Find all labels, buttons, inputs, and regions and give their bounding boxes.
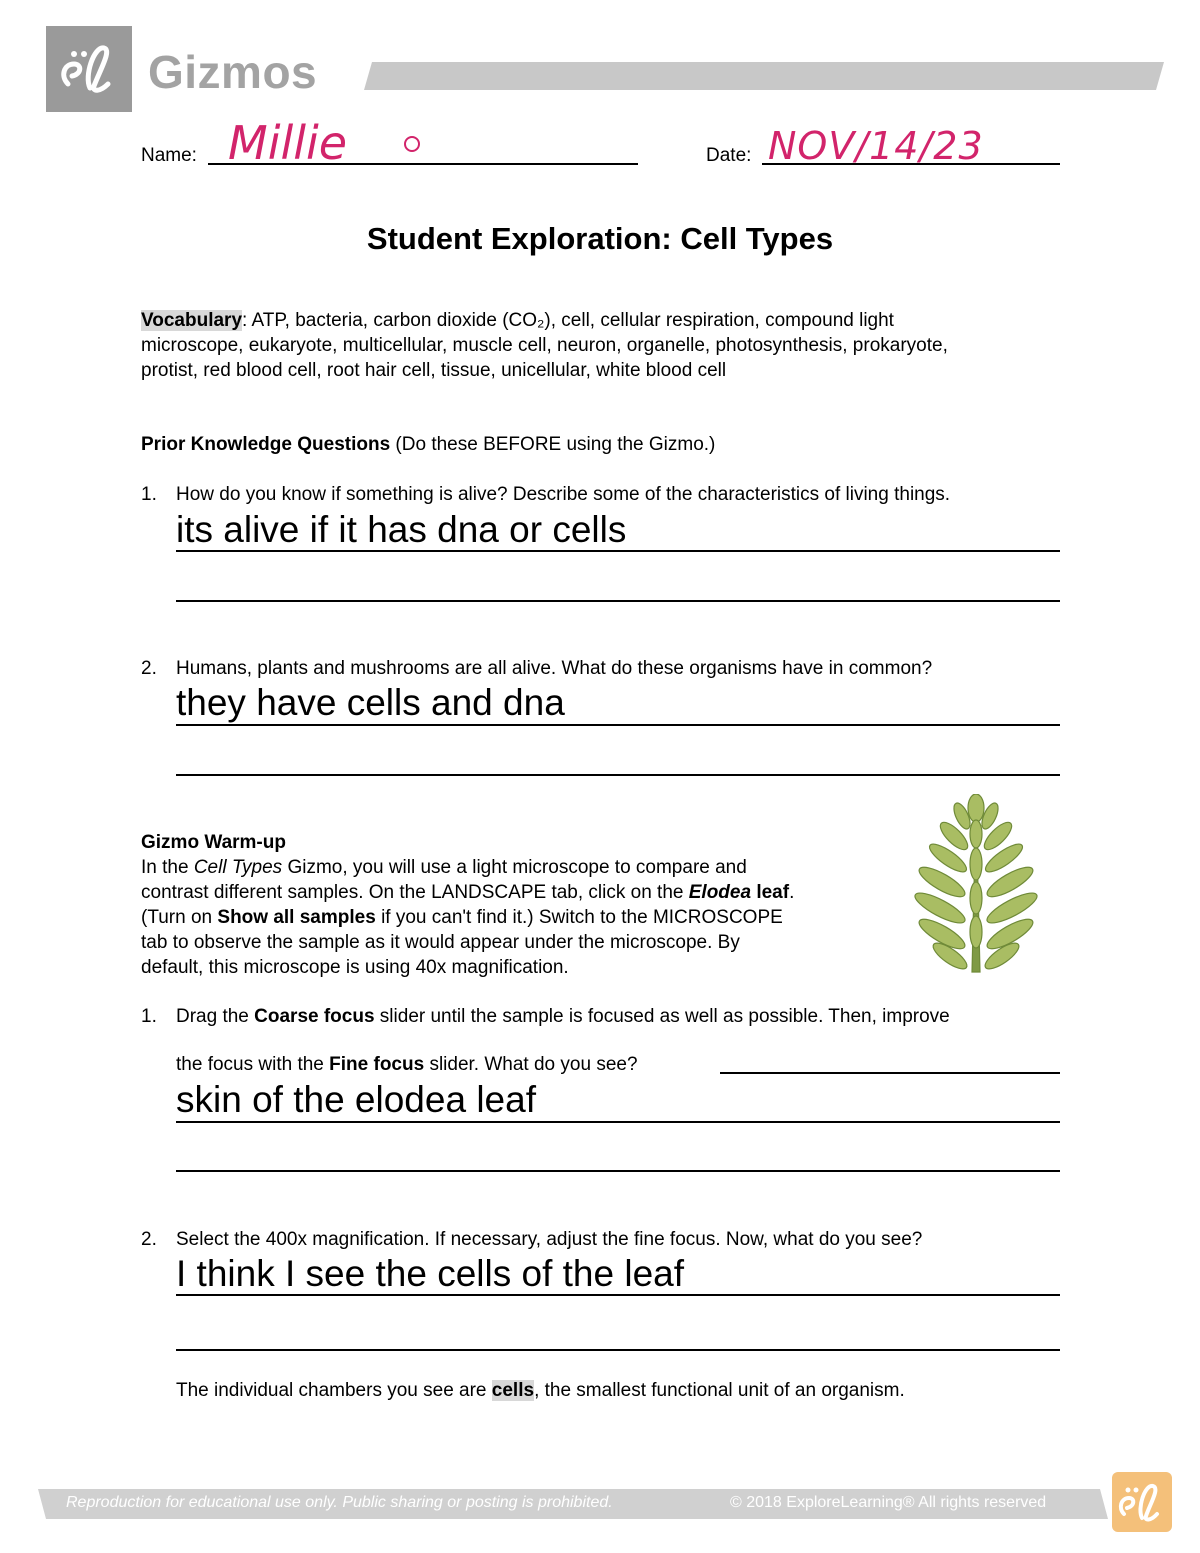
answer-line xyxy=(176,1349,1060,1351)
prior-q1-answer[interactable]: its alive if it has dna or cells xyxy=(176,509,627,550)
warmup-q1-text: the focus with the xyxy=(176,1054,330,1075)
prior-heading-text: Prior Knowledge Questions xyxy=(141,434,391,455)
warmup-text: tab to observe the sample as it would appear under the microscope. By xyxy=(141,932,740,953)
warmup-q1-line1 xyxy=(176,1004,1076,1029)
explorelearning-footer-logo-icon xyxy=(1106,1466,1178,1538)
answer-line xyxy=(176,1121,1060,1123)
closing-text: , the smallest functional unit of an organism. xyxy=(534,1380,905,1401)
fine-focus-label: Fine focus xyxy=(329,1054,425,1075)
answer-line xyxy=(176,724,1060,726)
answer-line xyxy=(176,1170,1060,1172)
warmup-heading: Gizmo Warm-up xyxy=(141,832,286,853)
page-title: Student Exploration: Cell Types xyxy=(366,221,834,256)
header-bar xyxy=(364,62,1164,90)
warmup-q2-number: 2. xyxy=(141,1229,157,1250)
warmup-q1-text: slider until the sample is focused as well as possible. Then, improve xyxy=(374,1006,950,1027)
answer-line xyxy=(176,774,1060,776)
warmup-q1-line2 xyxy=(176,1052,716,1077)
footer-disclaimer: Reproduction for educational use only. Public sharing or posting is prohibited. xyxy=(66,1494,613,1511)
closing-text: The individual chambers you see are xyxy=(176,1380,492,1401)
logo-glyph-icon xyxy=(46,26,132,112)
vocabulary-line-1: : ATP, bacteria, carbon dioxide (CO₂), cell, cellular respiration, compound light xyxy=(242,310,894,331)
warmup-q1-answer[interactable]: skin of the elodea leaf xyxy=(176,1079,536,1120)
warmup-q1-text: slider. What do you see? xyxy=(424,1054,638,1075)
warmup-q1-text: Drag the xyxy=(176,1006,255,1027)
prior-q1-text: How do you know if something is alive? Describe some of the characteristics of living things. xyxy=(176,484,951,505)
brand-name: Gizmos xyxy=(148,46,318,98)
warmup-text: (Turn on xyxy=(141,907,218,928)
answer-line xyxy=(176,1294,1060,1296)
date-value[interactable]: NOV/14/23 xyxy=(768,124,984,168)
name-value[interactable]: Millie xyxy=(228,116,348,170)
warmup-q1-number: 1. xyxy=(141,1006,157,1027)
prior-q2-answer[interactable]: they have cells and dna xyxy=(176,682,565,723)
warmup-leaf: leaf xyxy=(751,882,790,903)
prior-q2-text: Humans, plants and mushrooms are all alive. What do these organisms have in common? xyxy=(176,658,933,679)
warmup-block xyxy=(141,830,901,980)
explorelearning-logo xyxy=(46,26,132,112)
prior-heading-note: (Do these BEFORE using the Gizmo.) xyxy=(390,434,716,455)
warmup-q2-text: Select the 400x magnification. If necessary, adjust the fine focus. Now, what do you see? xyxy=(176,1229,923,1250)
warmup-gizmo-name: Cell Types xyxy=(193,857,283,878)
elodea-plant-image xyxy=(910,794,1040,974)
date-label: Date: xyxy=(706,145,752,166)
answer-line xyxy=(720,1072,1060,1074)
vocabulary-block xyxy=(141,308,1081,383)
vocabulary-line-2: microscope, eukaryote, multicellular, muscle cell, neuron, organelle, photosynthesis, prokaryote, xyxy=(141,335,948,356)
footer-copyright: © 2018 ExploreLearning® All rights reserved xyxy=(730,1494,1047,1511)
answer-line xyxy=(176,550,1060,552)
vocabulary-label: Vocabulary xyxy=(141,310,243,331)
answer-line xyxy=(176,600,1060,602)
warmup-text: if you can't find it.) Switch to the MICROSCOPE xyxy=(375,907,783,928)
closing-sentence xyxy=(176,1378,1076,1403)
warmup-text: In the xyxy=(141,857,194,878)
warmup-text: Gizmo, you will use a light microscope to compare and xyxy=(282,857,747,878)
prior-q1-number: 1. xyxy=(141,484,157,505)
prior-q2-number: 2. xyxy=(141,658,157,679)
cells-term: cells xyxy=(491,1380,535,1401)
warmup-show-all: Show all samples xyxy=(217,907,376,928)
name-label: Name: xyxy=(141,145,197,166)
vocabulary-line-3: protist, red blood cell, root hair cell, tissue, unicellular, white blood cell xyxy=(141,360,727,381)
coarse-focus-label: Coarse focus xyxy=(254,1006,375,1027)
warmup-text: default, this microscope is using 40x magnification. xyxy=(141,957,569,978)
doodle-circle-icon xyxy=(404,136,420,152)
prior-knowledge-heading xyxy=(141,432,715,457)
warmup-text: . xyxy=(789,882,795,903)
warmup-text: contrast different samples. On the LANDSCAPE tab, click on the xyxy=(141,882,689,903)
warmup-elodea: Elodea xyxy=(688,882,752,903)
warmup-q2-answer[interactable]: I think I see the cells of the leaf xyxy=(176,1253,685,1294)
